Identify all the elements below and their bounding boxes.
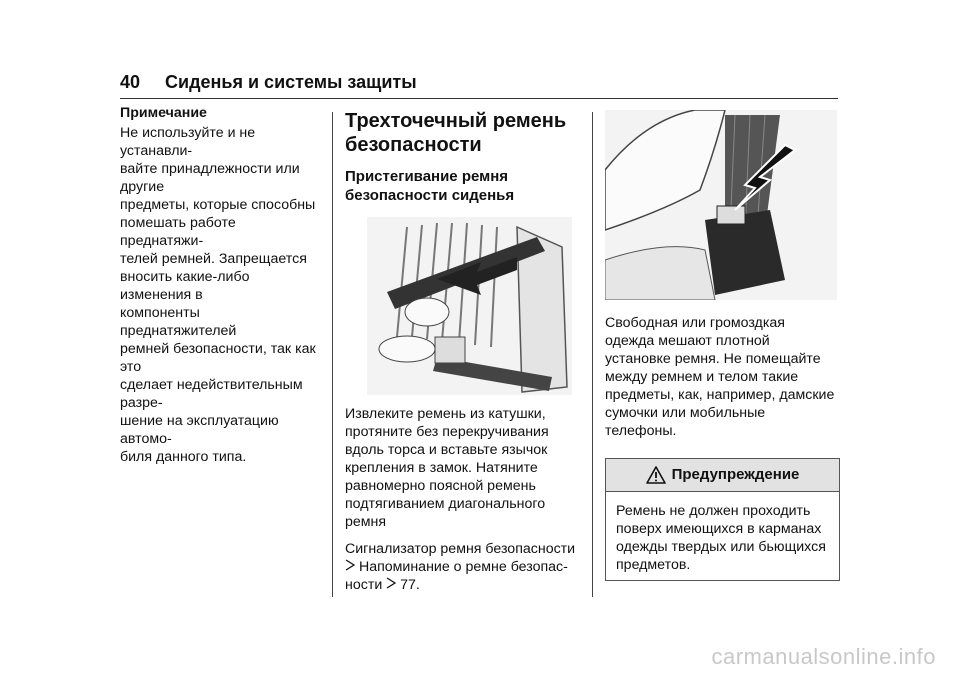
text-line: биля данного типа. [120, 449, 247, 465]
subheading-line: Пристегивание ремня [345, 168, 509, 185]
warning-triangle-icon [646, 466, 666, 484]
text-line: между ремнем и телом такие [605, 369, 799, 385]
text-line: шение на эксплуатацию автомо- [120, 413, 279, 447]
column-divider [592, 112, 593, 597]
text-line: сумочки или мобильные [605, 405, 766, 421]
column-divider [332, 112, 333, 597]
watermark: carmanualsonline.info [711, 644, 936, 669]
note-column [120, 104, 320, 466]
page-header [120, 72, 417, 93]
subsection-heading [345, 167, 580, 205]
clothing-column [605, 104, 840, 581]
warning-header [606, 459, 839, 492]
text-line: компоненты преднатяжителей [120, 305, 237, 339]
note-title: Примечание [120, 105, 207, 121]
buckle-illustration [605, 110, 837, 300]
page-number: 40 [120, 72, 141, 92]
text-line: предметы, как, например, дамские [605, 387, 835, 403]
heading-line: Трехточечный ремень [345, 110, 567, 132]
page-title: Сиденья и системы защиты [165, 72, 417, 92]
text-line: ремней безопасности, так как это [120, 341, 316, 375]
instruction-text [345, 405, 580, 531]
text-line: Извлеките ремень из катушки, [345, 406, 546, 422]
warning-text [606, 492, 839, 580]
text-line: вдоль торса и вставьте язычок [345, 442, 548, 458]
section-heading [345, 109, 580, 157]
note-text [120, 124, 320, 466]
text-line: Сигнализатор ремня безопасности [345, 541, 576, 557]
reminder-text [345, 540, 580, 594]
text-line: равномерно поясной ремень [345, 478, 536, 494]
page-reference-link[interactable]: 77. [400, 577, 420, 593]
warning-title: Предупреждение [671, 466, 800, 483]
header-rule [120, 98, 838, 99]
text-line: поверх имеющихся в карманах [616, 521, 822, 537]
xref-label: ности [345, 577, 383, 593]
seatbelt-fastening-illustration [367, 217, 572, 395]
text-line: подтягиванием диагонального [345, 496, 546, 512]
text-line: крепления в замок. Натяните [345, 460, 538, 476]
text-line: предметов. [616, 557, 691, 573]
heading-line: безопасности [345, 134, 482, 156]
text-line: протяните без перекручивания [345, 424, 549, 440]
text-line [345, 576, 580, 594]
text-line: помешать работе преднатяжи- [120, 215, 236, 249]
text-line: сделает недействительным разре- [120, 377, 303, 411]
warning-box [605, 458, 840, 581]
xref-label: Напоминание о ремне безопас- [358, 559, 568, 575]
text-line: одежды твердых или бьющихся [616, 539, 826, 555]
text-line: телей ремней. Запрещается [120, 251, 307, 267]
text-line: предметы, которые способны [120, 197, 316, 213]
text-line: установке ремня. Не помещайте [605, 351, 821, 367]
text-line: Свободная или громоздкая [605, 315, 785, 331]
text-line: одежда мешают плотной [605, 333, 770, 349]
text-line: вайте принадлежности или другие [120, 161, 300, 195]
text-line: Не используйте и не устанавли- [120, 125, 256, 159]
text-line: Ремень не должен проходить [616, 503, 811, 519]
text-line: ремня [345, 514, 387, 530]
text-line: телефоны. [605, 423, 677, 439]
clothing-text [605, 314, 840, 440]
arrow-xref-icon [345, 559, 355, 571]
subheading-line: безопасности сиденья [345, 187, 515, 204]
text-line [345, 558, 580, 576]
text-line: вносить какие-либо изменения в [120, 269, 250, 303]
seatbelt-column [345, 104, 580, 594]
arrow-xref-icon [386, 577, 396, 589]
